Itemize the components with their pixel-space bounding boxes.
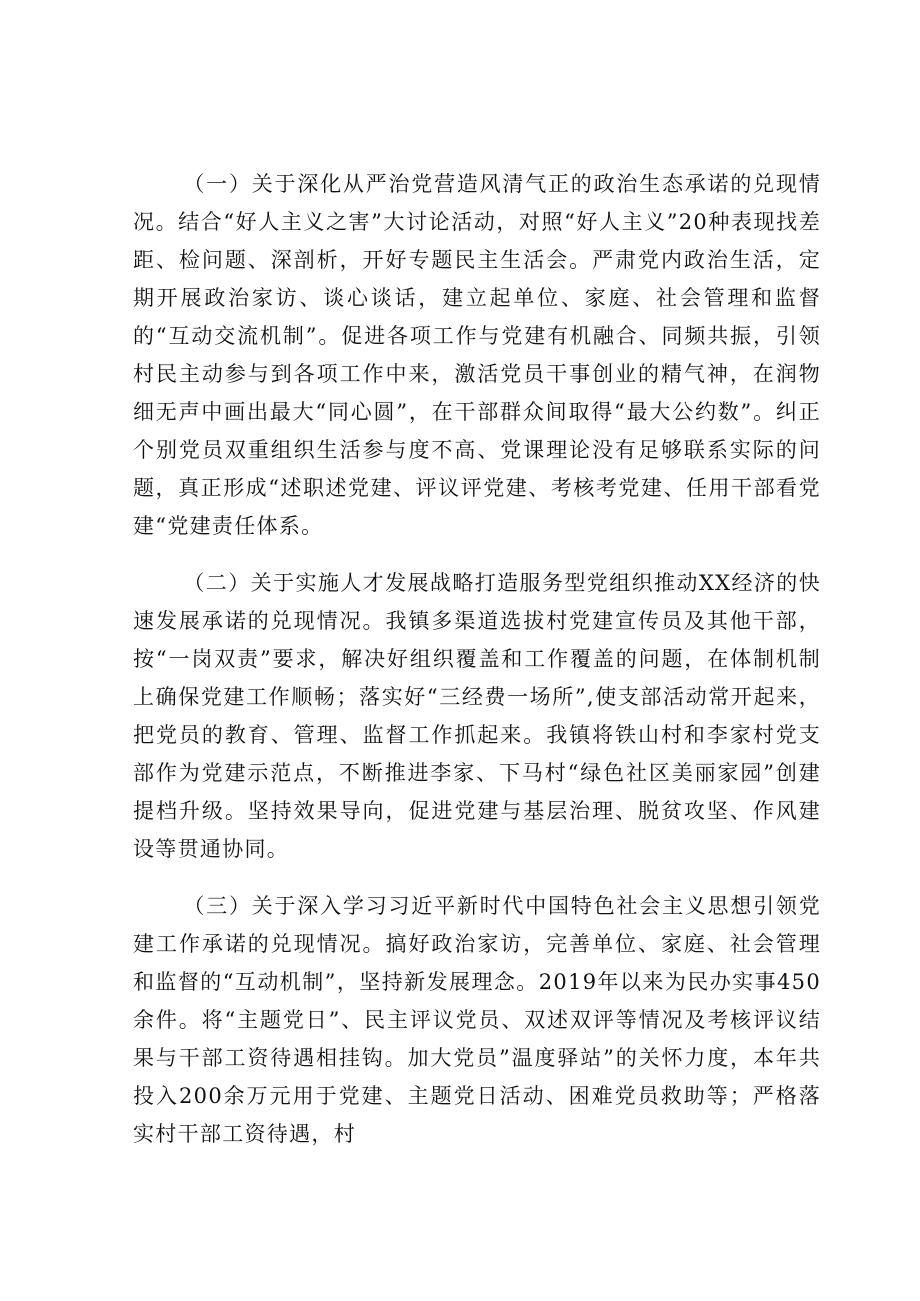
paragraph-commitment-3: （三）关于深入学习习近平新时代中国特色社会主义思想引领党建工作承诺的兑现情况。搞好政治家访，完善单位、家庭、社会管理和监督的“互动机制”，坚持新发展理念。2019年以来为民办实事450余件。将“主题党日”、民主评议党员、双述双评等情况及考核评议结果与干部工资待遇相挂钩。加大党员”温度驿站”的关怀力度，本年共投入200余万元用于党建、主题党日活动、困难党员救助等；严格落实村干部工资待遇，村 <box>133 894 821 1146</box>
paragraph-commitment-2: （二）关于实施人才发展战略打造服务型党组织推动XX经济的快速发展承诺的兑现情况。我镇多渠道选拔村党建宣传员及其他干部，按“一岗双责”要求，解决好组织覆盖和工作覆盖的问题，在体制机制上确保党建工作顺畅；落实好“三经费一场所”,使支部活动常开起来，把党员的教育、管理、监督工作抓起来。我镇将铁山村和李家村党支部作为党建示范点，不断推进李家、下马村“绿色社区美丽家园”创建提档升级。坚持效果导向，促进党建与基层治理、脱贫攻坚、作风建设等贯通协同。 <box>133 571 821 861</box>
paragraph-commitment-1: （一）关于深化从严治党营造风清气正的政治生态承诺的兑现情况。结合“好人主义之害”大讨论活动，对照“好人主义”20种表现找差距、检问题、深剖析，开好专题民主生活会。严肃党内政治生活，定期开展政治家访、谈心谈话，建立起单位、家庭、社会管理和监督的“互动交流机制”。促进各项工作与党建有机融合、同频共振，引领村民主动参与到各项工作中来，激活党员干事创业的精气神，在润物细无声中画出最大“同心圆”，在干部群众间取得“最大公约数”。纠正个别党员双重组织生活参与度不高、党课理论没有足够联系实际的问题，真正形成“述职述党建、评议评党建、考核考党建、任用干部看党建“党建责任体系。 <box>133 172 821 538</box>
document-body <box>133 165 821 1172</box>
